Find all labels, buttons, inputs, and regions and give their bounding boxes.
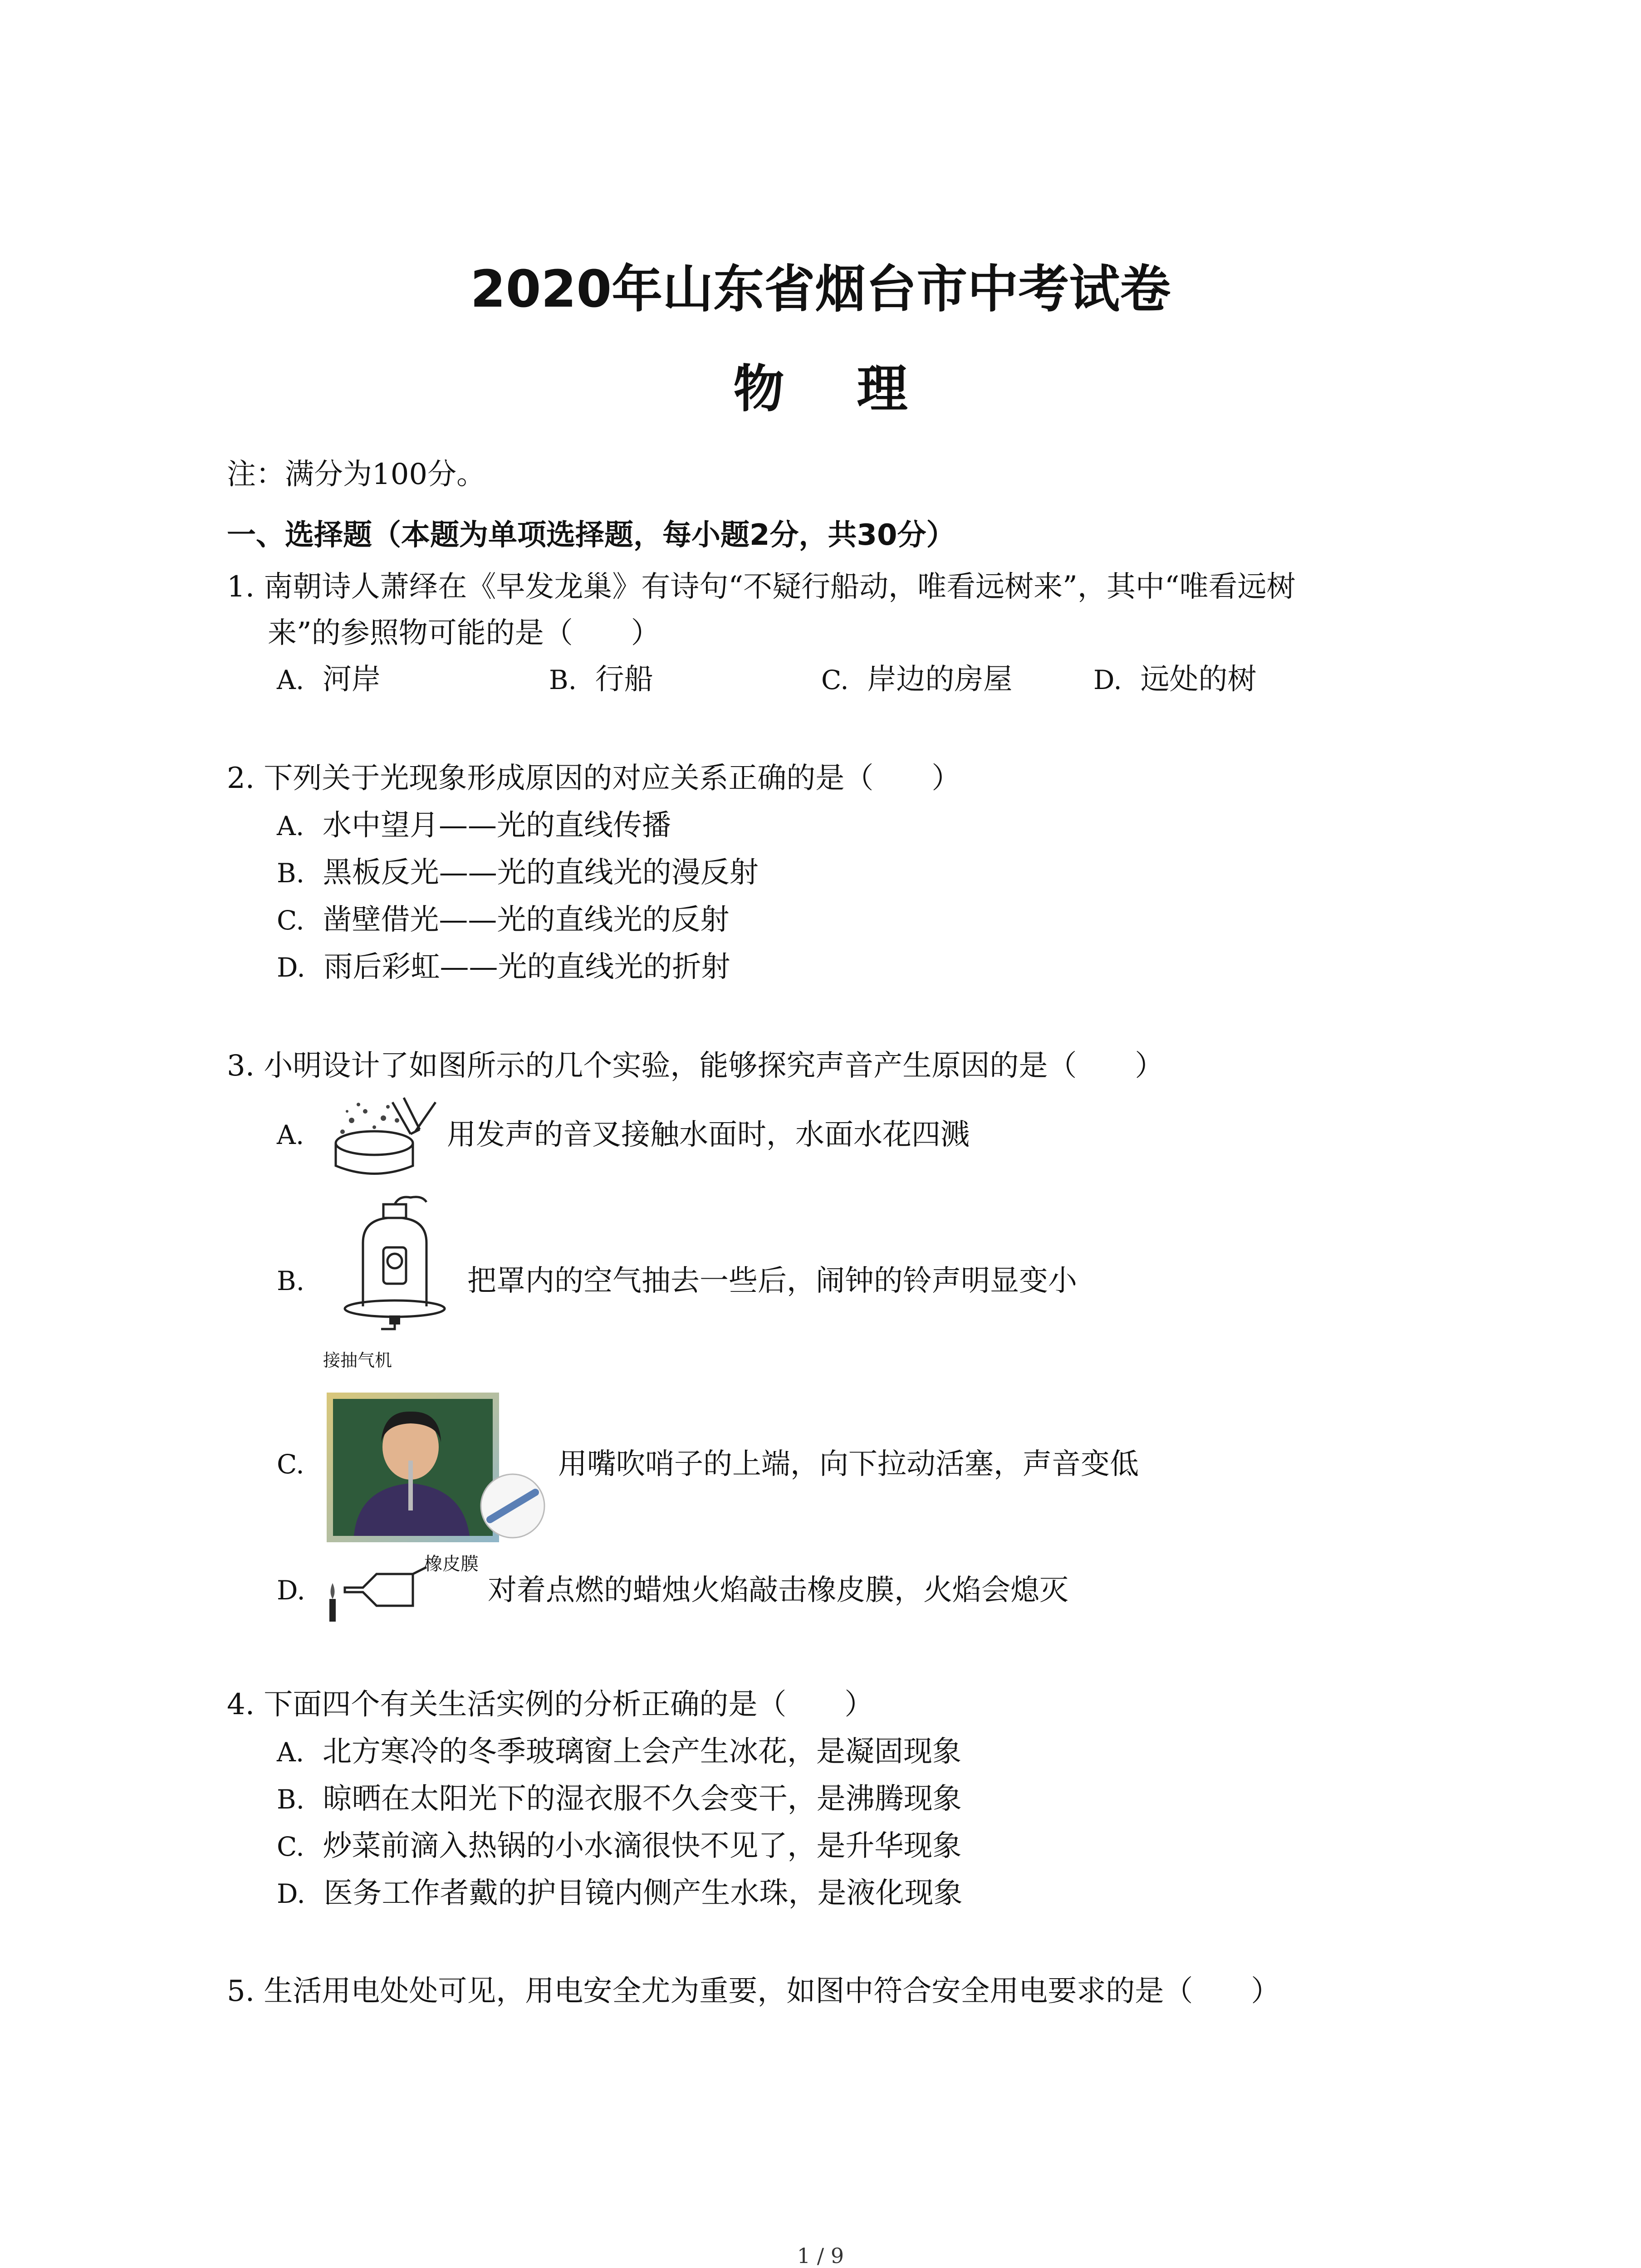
score-note: 注：满分为100分。 bbox=[227, 458, 486, 491]
q2-option-b: B. 黑板反光——光的直线光的漫反射 bbox=[277, 856, 759, 890]
bell-jar-pump-figure bbox=[322, 1193, 467, 1343]
page-number: 1 / 9 bbox=[797, 2244, 844, 2268]
q4-option-b: B. 晾晒在太阳光下的湿衣服不久会变干，是沸腾现象 bbox=[277, 1782, 962, 1816]
boy-whistle-photo bbox=[327, 1393, 549, 1542]
q3-option-d-figure-label: 橡皮膜 bbox=[424, 1554, 479, 1574]
section-heading: 一、选择题（本题为单项选择题，每小题2分，共30分） bbox=[227, 518, 955, 552]
q2-option-d: D. 雨后彩虹——光的直线光的折射 bbox=[277, 950, 730, 984]
q1-option-d: D. 远处的树 bbox=[1093, 663, 1257, 696]
q4-option-a: A. 北方寒冷的冬季玻璃窗上会产生冰花，是凝固现象 bbox=[277, 1735, 962, 1769]
q3-option-b-label: B. bbox=[277, 1266, 305, 1296]
q3-option-a-label: A. bbox=[277, 1119, 304, 1150]
q1-option-b: B. 行船 bbox=[549, 663, 653, 696]
q5-stem: 5. 生活用电处处可见，用电安全尤为重要，如图中符合安全用电要求的是（ ） bbox=[227, 1975, 1280, 2008]
q4-option-c: C. 炒菜前滴入热锅的小水滴很快不见了，是升华现象 bbox=[277, 1829, 962, 1863]
q3-option-a-text: 用发声的音叉接触水面时，水面水花四溅 bbox=[447, 1118, 970, 1152]
q3-option-b-figure-label: 接抽气机 bbox=[323, 1350, 392, 1370]
tuning-fork-water-figure bbox=[324, 1093, 447, 1184]
q3-option-b-text: 把罩内的空气抽去一些后，闹钟的铃声明显变小 bbox=[467, 1264, 1077, 1298]
q2-option-c: C. 凿壁借光——光的直线光的反射 bbox=[277, 903, 730, 937]
q1-option-a: A. 河岸 bbox=[277, 663, 381, 696]
q2-option-a: A. 水中望月——光的直线传播 bbox=[277, 809, 671, 842]
q3-option-d-label: D. bbox=[277, 1575, 305, 1606]
q3-stem: 3. 小明设计了如图所示的几个实验，能够探究声音产生原因的是（ ） bbox=[227, 1049, 1164, 1083]
q1-stem-line2: 来”的参照物可能的是（ ） bbox=[268, 616, 660, 650]
q1-stem-line1: 1. 南朝诗人萧绎在《早发龙巢》有诗句“不疑行船动，唯看远树来”，其中“唯看远树 bbox=[227, 570, 1296, 604]
q3-option-d-text: 对着点燃的蜡烛火焰敲击橡皮膜，火焰会熄灭 bbox=[488, 1574, 1068, 1607]
exam-title: 2020年山东省烟台市中考试卷 bbox=[470, 260, 1171, 319]
q4-stem: 4. 下面四个有关生活实例的分析正确的是（ ） bbox=[227, 1688, 874, 1721]
q1-option-c: C. 岸边的房屋 bbox=[821, 663, 1013, 696]
subject-title: 物理 bbox=[733, 360, 980, 419]
q4-option-d: D. 医务工作者戴的护目镜内侧产生水珠，是液化现象 bbox=[277, 1877, 963, 1910]
q3-option-c-label: C. bbox=[277, 1449, 304, 1480]
q3-option-c-text: 用嘴吹哨子的上端，向下拉动活塞，声音变低 bbox=[558, 1447, 1139, 1481]
q2-stem: 2. 下列关于光现象形成原因的对应关系正确的是（ ） bbox=[227, 762, 961, 795]
